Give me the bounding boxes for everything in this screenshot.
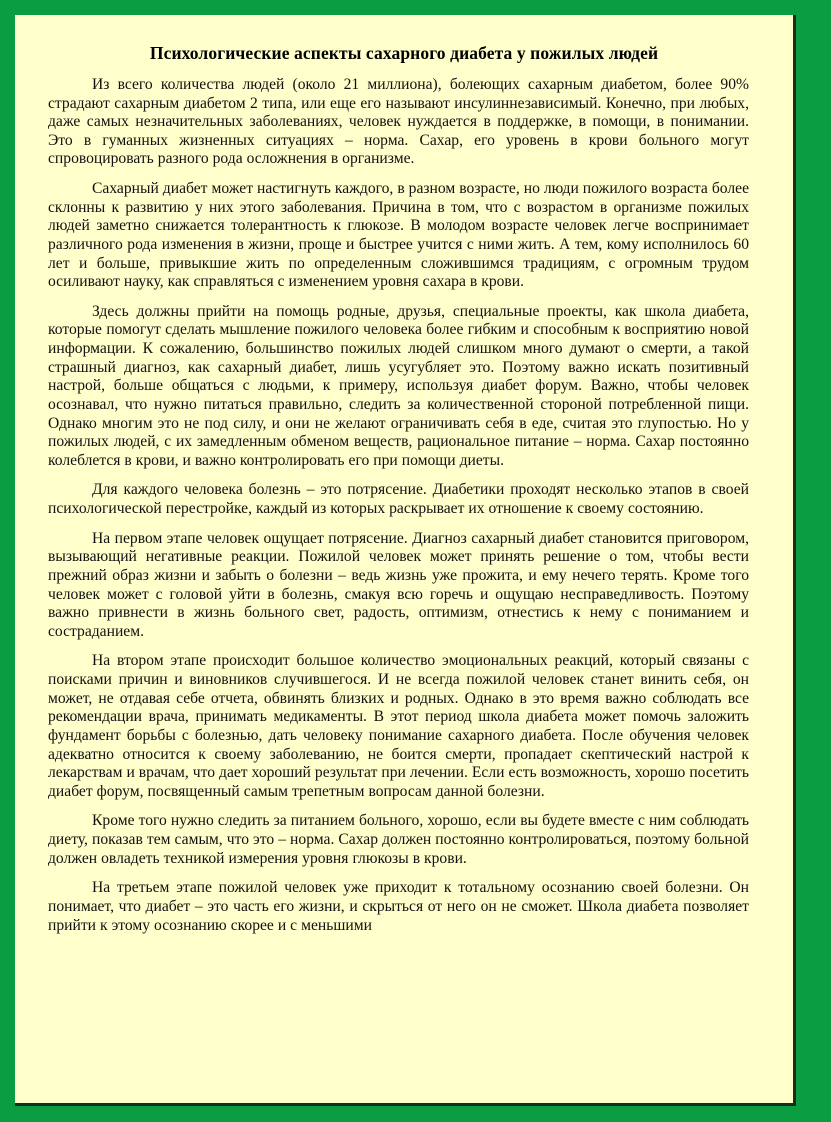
paragraph: На третьем этапе пожилой человек уже приходит к тотальному осознанию своей болезни. Он понимает, что диабет – это часть его жизни, и скрыться от него он не сможет. Школа диабета позволяет прийти к этому осознанию скорее и с меньшими [48,879,749,934]
paragraph: Кроме того нужно следить за питанием больного, хорошо, если вы будете вместе с ним соблюдать диету, показав тем самым, что это – норма. Сахар должен постоянно контролироваться, поэтому больной должен овладеть техникой измерения уровня глюкозы в крови. [48,812,749,867]
paragraph: Сахарный диабет может настигнуть каждого, в разном возрасте, но люди пожилого возраста более склонны к развитию у них этого заболевания. Причина в том, что с возрастом в организме пожилых людей заметно снижается толерантность к глюкозе. В молодом возрасте человек легче воспринимает различного рода изменения в жизни, проще и быстрее учится с ними жить. А тем, кому исполнилось 60 лет и больше, привыкшие жить по определенным сложившимся традициям, с огромным трудом осиливают науку, как справляться с изменением уровня сахара в крови. [48,180,749,291]
page-title: Психологические аспекты сахарного диабета у пожилых людей [149,43,659,63]
paragraph-stack [15,76,793,935]
paragraph: Из всего количества людей (около 21 миллиона), болеющих сахарным диабетом, более 90% страдают сахарным диабетом 2 типа, или еще его называют инсулиннезависимый. Конечно, при любых, даже самых незначительных заболеваниях, человек нуждается в поддержке, в помощи, в понимании. Это в гуманных жизненных ситуациях – норма. Сахар, его уровень в крови больного могут спровоцировать разного рода осложнения в организме. [48,75,749,168]
document-page [15,15,796,1106]
paragraph: Здесь должны прийти на помощь родные, друзья, специальные проекты, как школа диабета, которые помогут сделать мышление пожилого человека более гибким и способным к восприятию новой информации. К сожалению, большинство пожилых людей слишком много думают о смерти, а такой страшный диагноз, как сахарный диабет, лишь усугубляет это. Поэтому важно искать позитивный настрой, больше общаться с людьми, к примеру, используя диабет форум. Важно, чтобы человек осознавал, что нужно питаться правильно, следить за количественной стороной потребленной пищи. Однако многим это не под силу, и они не желают ограничивать себя в еде, считая это глупостью. Но у пожилых людей, с их замедленным обменом веществ, рациональное питание – норма. Сахар постоянно колеблется в крови, и важно контролировать его при помощи диеты. [48,302,749,469]
paragraph: На втором этапе происходит большое количество эмоциональных реакций, который связаны с поисками причин и виновников случившегося. И не всегда пожилой человек станет винить себя, он может, не отдавая себе отчета, обвинять близких и родных. Однако в это время важно соблюдать все рекомендации врача, принимать медикаменты. В этот период школа диабета может помочь заложить фундамент борьбы с болезнью, дать человеку понимание сахарного диабета. После обучения человек адекватно относится к своему заболеванию, не боится смерти, пропадает скептический настрой к лекарствам и врачам, что дает хороший результат при лечении. Если есть возможность, хорошо посетить диабет форум, посвященный самым трепетным вопросам данной болезни. [48,652,749,800]
paragraph: На первом этапе человек ощущает потрясение. Диагноз сахарный диабет становится приговором, вызывающий негативные реакции. Пожилой человек может принять решение о том, чтобы вести прежний образ жизни и забыть о болезни – ведь жизнь уже прожита, и ему нечего терять. Кроме того человек может с головой уйти в болезнь, смакуя всю горечь и ощущаю несправедливость. Поэтому важно привнести в жизнь больного свет, радость, оптимизм, отнестись к нему с пониманием и состраданием. [48,529,749,640]
document-body [15,15,793,935]
paragraph: Для каждого человека болезнь – это потрясение. Диабетики проходят несколько этапов в своей психологической перестройке, каждый из которых раскрывает их отношение к своему состоянию. [48,481,749,517]
